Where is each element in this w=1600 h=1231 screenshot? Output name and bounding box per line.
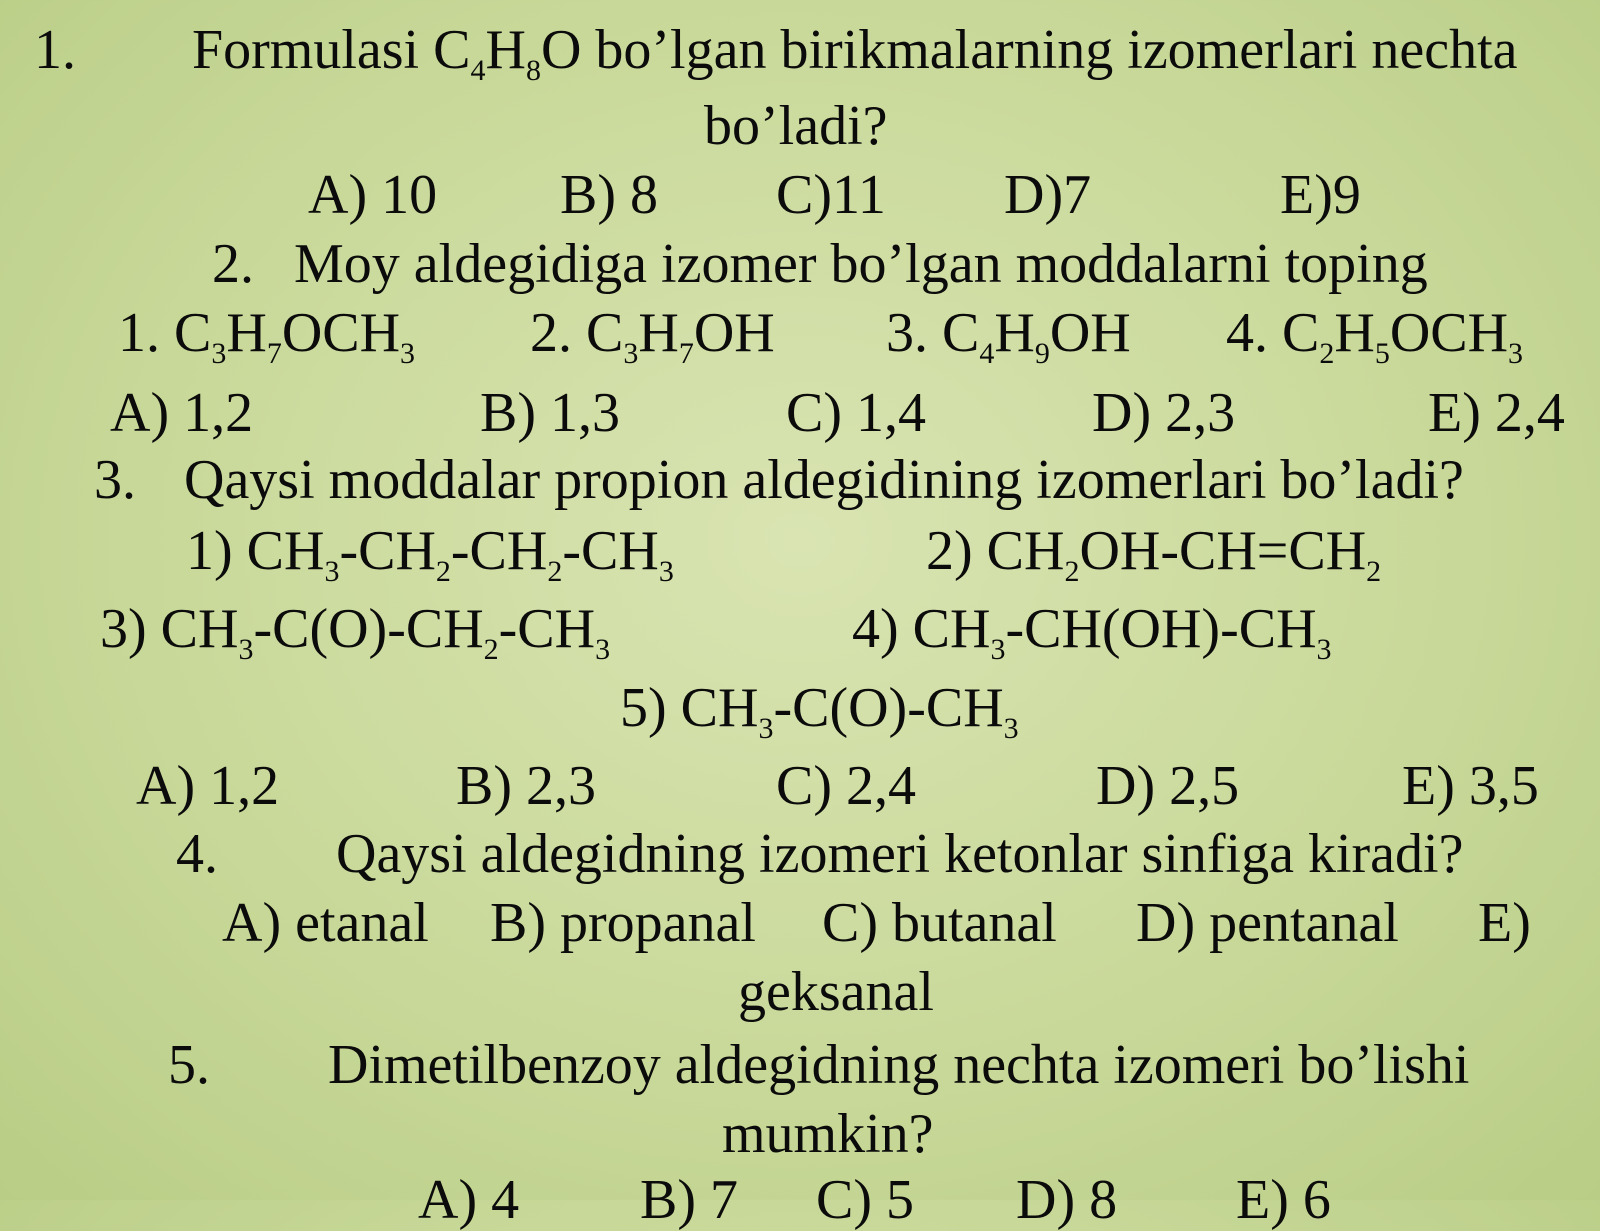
q2-item-1: 1. $C_3H_7OCH_3$ <box>118 302 416 370</box>
q5-option-c: C) 5 <box>816 1169 914 1231</box>
q1-text-line1: Formulasi $C_4H_8O$ bo’lgan birikmalarning izomerlari nechta <box>192 19 1518 87</box>
q1-option-b: B) 8 <box>560 164 658 226</box>
q2-number: 2. <box>212 233 254 295</box>
q3-option-a: A) 1,2 <box>136 755 280 817</box>
q3-compound-2: 2) $CH_2OH-CH=CH_2$ <box>926 520 1382 588</box>
q2-option-d: D) 2,3 <box>1092 382 1236 444</box>
q1-option-a: A) 10 <box>308 164 438 226</box>
q5-text-line1: Dimetilbenzoy aldegidning nechta izomeri bo’lishi <box>328 1034 1470 1096</box>
q5-option-a: A) 4 <box>418 1169 520 1231</box>
q1-text-line2: bo’ladi? <box>704 95 888 157</box>
q4-option-b: B) propanal <box>490 892 756 954</box>
q3-option-b: B) 2,3 <box>456 755 596 817</box>
q5-option-b: B) 7 <box>640 1169 738 1231</box>
q1-option-e: E)9 <box>1280 164 1361 226</box>
q4-option-d: D) pentanal <box>1136 892 1399 954</box>
q5-number: 5. <box>168 1034 210 1096</box>
q3-number: 3. <box>94 449 136 511</box>
q4-number: 4. <box>176 823 218 885</box>
q3-text: Qaysi moddalar propion aldegidining izomerlari bo’ladi? <box>184 449 1464 511</box>
q4-option-e-continued: geksanal <box>738 961 934 1023</box>
q4-option-a: A) etanal <box>222 892 429 954</box>
q2-option-c: C) 1,4 <box>786 382 926 444</box>
q3-compound-5: 5) $CH_3-C(O)-CH_3$ <box>620 677 1019 745</box>
q2-option-b: B) 1,3 <box>480 382 620 444</box>
q5-option-d: D) 8 <box>1016 1169 1118 1231</box>
q4-option-c: C) butanal <box>822 892 1057 954</box>
q2-item-4: 4. $C_2H_5OCH_3$ <box>1226 302 1524 370</box>
q5-option-e: E) 6 <box>1236 1169 1331 1231</box>
q1-number: 1. <box>34 19 76 81</box>
q3-option-e: E) 3,5 <box>1402 755 1539 817</box>
q5-text-line2: mumkin? <box>722 1103 934 1165</box>
q3-option-c: C) 2,4 <box>776 755 916 817</box>
q2-option-a: A) 1,2 <box>110 382 254 444</box>
q3-compound-4: 4) $CH_3-CH(OH)-CH_3$ <box>852 598 1332 666</box>
q3-compound-3: 3) $CH_3-C(O)-CH_2-CH_3$ <box>100 598 611 666</box>
q2-option-e: E) 2,4 <box>1428 382 1565 444</box>
q4-option-e: E) <box>1478 892 1531 954</box>
q2-item-3: 3. $C_4H_9OH$ <box>886 302 1131 370</box>
q1-option-d: D)7 <box>1004 164 1092 226</box>
q2-item-2: 2. $C_3H_7OH$ <box>530 302 775 370</box>
q3-option-d: D) 2,5 <box>1096 755 1240 817</box>
q2-text: Moy aldegidiga izomer bo’lgan moddalarni toping <box>294 233 1428 295</box>
q4-text: Qaysi aldegidning izomeri ketonlar sinfiga kiradi? <box>336 823 1464 885</box>
q1-option-c: C)11 <box>776 164 886 226</box>
q3-compound-1: 1) $CH_3-CH_2-CH_2-CH_3$ <box>186 520 674 588</box>
